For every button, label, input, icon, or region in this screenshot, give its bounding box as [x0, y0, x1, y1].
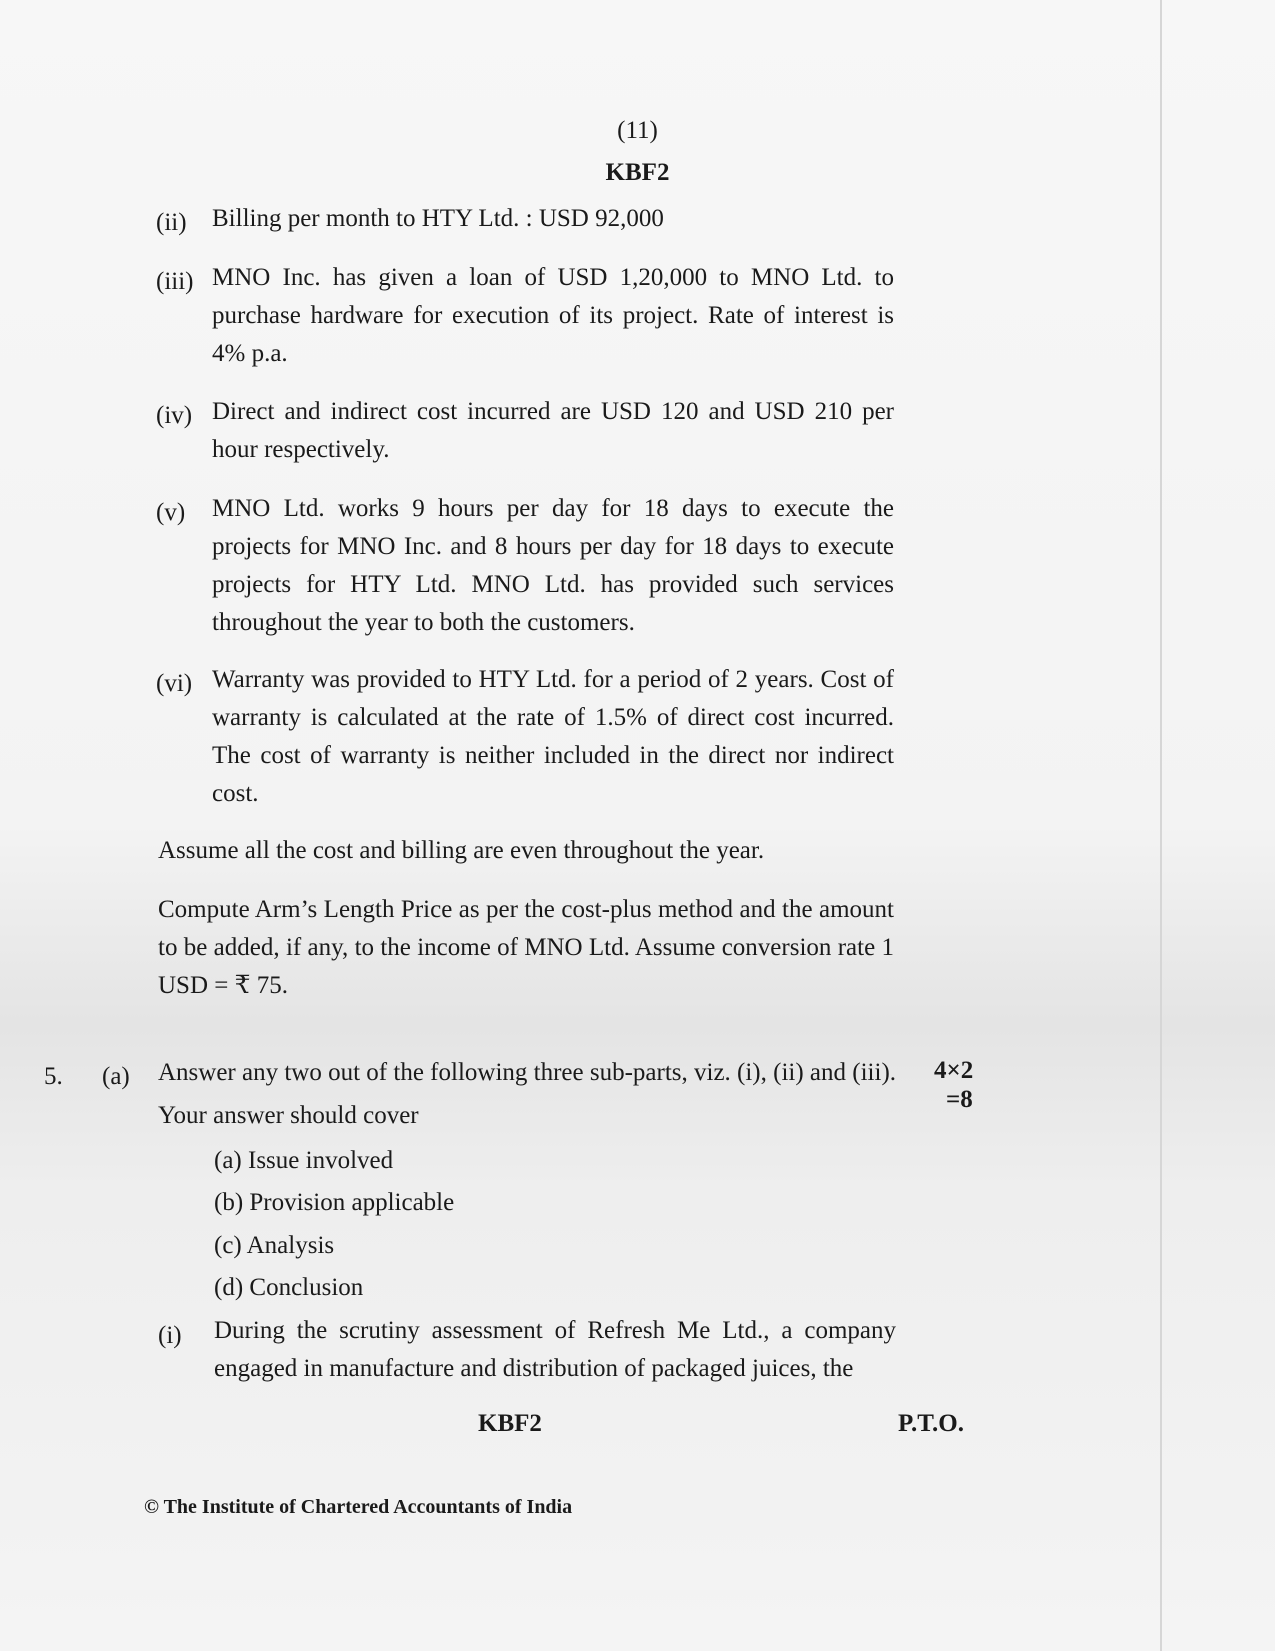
item-label-iv: (iv): [156, 402, 193, 429]
item-label-v: (v): [156, 499, 186, 526]
cover-item-b: (b) Provision applicable: [214, 1189, 455, 1216]
item-label-iii: (iii): [156, 268, 194, 295]
compute-instruction: Compute Arm’s Length Price as per the cost-plus method and the amount to be added, if any, to the income of MNO Ltd. Assume conversion rate 1 USD = ₹ 75.: [158, 896, 894, 999]
sub-part-i-label: (i): [158, 1322, 182, 1349]
pto-label: P.T.O.: [898, 1410, 964, 1437]
question-instruction-line1: Answer any two out of the following three sub-parts, viz. (i), (ii) and (iii).: [158, 1059, 897, 1086]
item-text-ii: Billing per month to HTY Ltd. : USD 92,000: [212, 205, 664, 232]
item-text-iv: Direct and indirect cost incurred are USD 120 and USD 210 per hour respectively.: [212, 398, 894, 463]
item-text-vi: Warranty was provided to HTY Ltd. for a period of 2 years. Cost of warranty is calculated at the rate of 1.5% of direct cost incurred. The cost of warranty is neither included in the direct nor indirect cost.: [212, 666, 894, 807]
cover-item-c: (c) Analysis: [214, 1232, 335, 1259]
question-number: 5.: [44, 1063, 63, 1090]
question-part-label: (a): [102, 1063, 130, 1090]
marks-line1: 4×2: [934, 1057, 974, 1084]
cover-item-d: (d) Conclusion: [214, 1274, 364, 1301]
paper-code-footer: KBF2: [478, 1410, 542, 1437]
paper-code-header: KBF2: [605, 159, 670, 186]
item-label-ii: (ii): [156, 209, 187, 236]
question-instruction-line2: Your answer should cover: [158, 1102, 419, 1129]
copyright-line: © The Institute of Chartered Accountants of India: [144, 1496, 573, 1518]
marks-line2: =8: [946, 1086, 973, 1113]
page-edge: [1160, 0, 1162, 1651]
cover-item-a: (a) Issue involved: [214, 1147, 394, 1174]
item-text-v: MNO Ltd. works 9 hours per day for 18 days to execute the projects for MNO Inc. and 8 hours per day for 18 days to execute projects for HTY Ltd. MNO Ltd. has provided such services throughout the year to both the customers.: [212, 495, 894, 636]
item-label-vi: (vi): [156, 670, 193, 697]
page-number: (11): [617, 117, 658, 144]
item-text-iii: MNO Inc. has given a loan of USD 1,20,000 to MNO Ltd. to purchase hardware for execution of its project. Rate of interest is 4% p.a.: [212, 264, 894, 367]
sub-part-i-text: During the scrutiny assessment of Refresh Me Ltd., a company engaged in manufacture and distribution of packaged juices, the: [214, 1317, 896, 1382]
assume-line: Assume all the cost and billing are even throughout the year.: [158, 837, 765, 864]
